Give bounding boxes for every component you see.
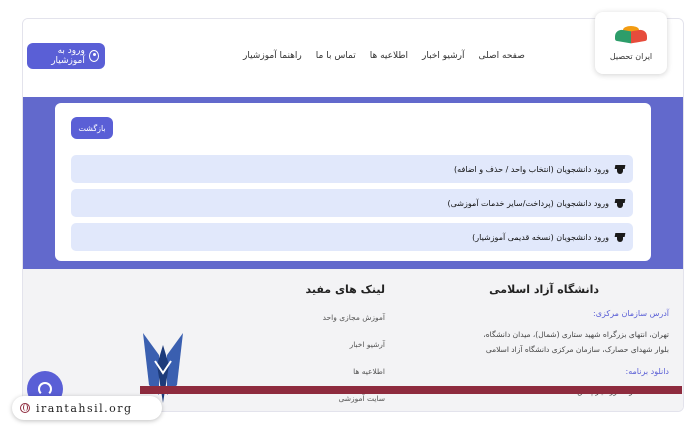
- user-icon: [89, 50, 99, 62]
- login-option-label: ورود دانشجویان (نسخه قدیمی آموزشیار): [472, 232, 609, 242]
- graduation-cap-icon: [615, 232, 625, 242]
- back-button[interactable]: بازگشت: [71, 117, 113, 139]
- nav-item-guide[interactable]: راهنما آموزشیار: [243, 51, 302, 61]
- useful-links-title: لینک های مفید: [305, 283, 385, 296]
- footer-accent-bar: [140, 386, 682, 394]
- useful-links-list: [323, 313, 385, 412]
- main-nav: [243, 51, 525, 61]
- address-label: آدرس سازمان مرکزی:: [593, 309, 669, 318]
- useful-link-news-archive[interactable]: آرشیو اخبار: [349, 340, 385, 349]
- site-url: irantahsil.org: [36, 401, 133, 415]
- graduation-cap-icon: [615, 198, 625, 208]
- nav-item-home[interactable]: صفحه اصلی: [478, 51, 525, 61]
- browser-page: [22, 18, 684, 412]
- nav-item-announcements[interactable]: اطلاعیه ها: [369, 51, 409, 61]
- globe-icon: [20, 403, 30, 413]
- useful-link-education-site[interactable]: سایت آموزشی: [338, 394, 385, 403]
- graduation-cap-icon: [615, 164, 625, 174]
- nav-item-news-archive[interactable]: آرشیو اخبار: [422, 51, 465, 61]
- download-label: دانلود برنامه:: [625, 367, 669, 376]
- login-button-label: ورود به آموزشیار: [51, 46, 85, 66]
- brand-watermark: [595, 12, 667, 74]
- headset-icon: [38, 382, 52, 396]
- login-option-course-selection[interactable]: [71, 155, 633, 183]
- login-option-legacy[interactable]: [71, 223, 633, 251]
- login-option-payment[interactable]: [71, 189, 633, 217]
- login-option-label: ورود دانشجویان (انتخاب واحد / حذف و اضافه): [454, 164, 609, 174]
- site-watermark: [12, 396, 162, 420]
- site-header: [23, 19, 683, 97]
- university-title: دانشگاه آزاد اسلامی: [489, 283, 599, 296]
- nav-item-contact[interactable]: تماس با ما: [315, 51, 356, 61]
- login-option-label: ورود دانشجویان (پرداخت/سایر خدمات آموزشی): [447, 198, 609, 208]
- useful-link-announcements[interactable]: اطلاعیه ها: [353, 367, 385, 376]
- brand-name: ایران تحصیل: [609, 51, 653, 61]
- brand-logo-icon: [611, 26, 651, 48]
- address-text: تهران، انتهای بزرگراه شهید ستاری (شمال)، میدان دانشگاه، بلوار شهدای حصارک، سازمان مرکزی دانشگاه آزاد اسلامی: [483, 330, 669, 354]
- login-options-card: [55, 103, 651, 261]
- useful-link-virtual-education[interactable]: آموزش مجازی واحد: [322, 313, 385, 322]
- login-button[interactable]: [27, 43, 105, 69]
